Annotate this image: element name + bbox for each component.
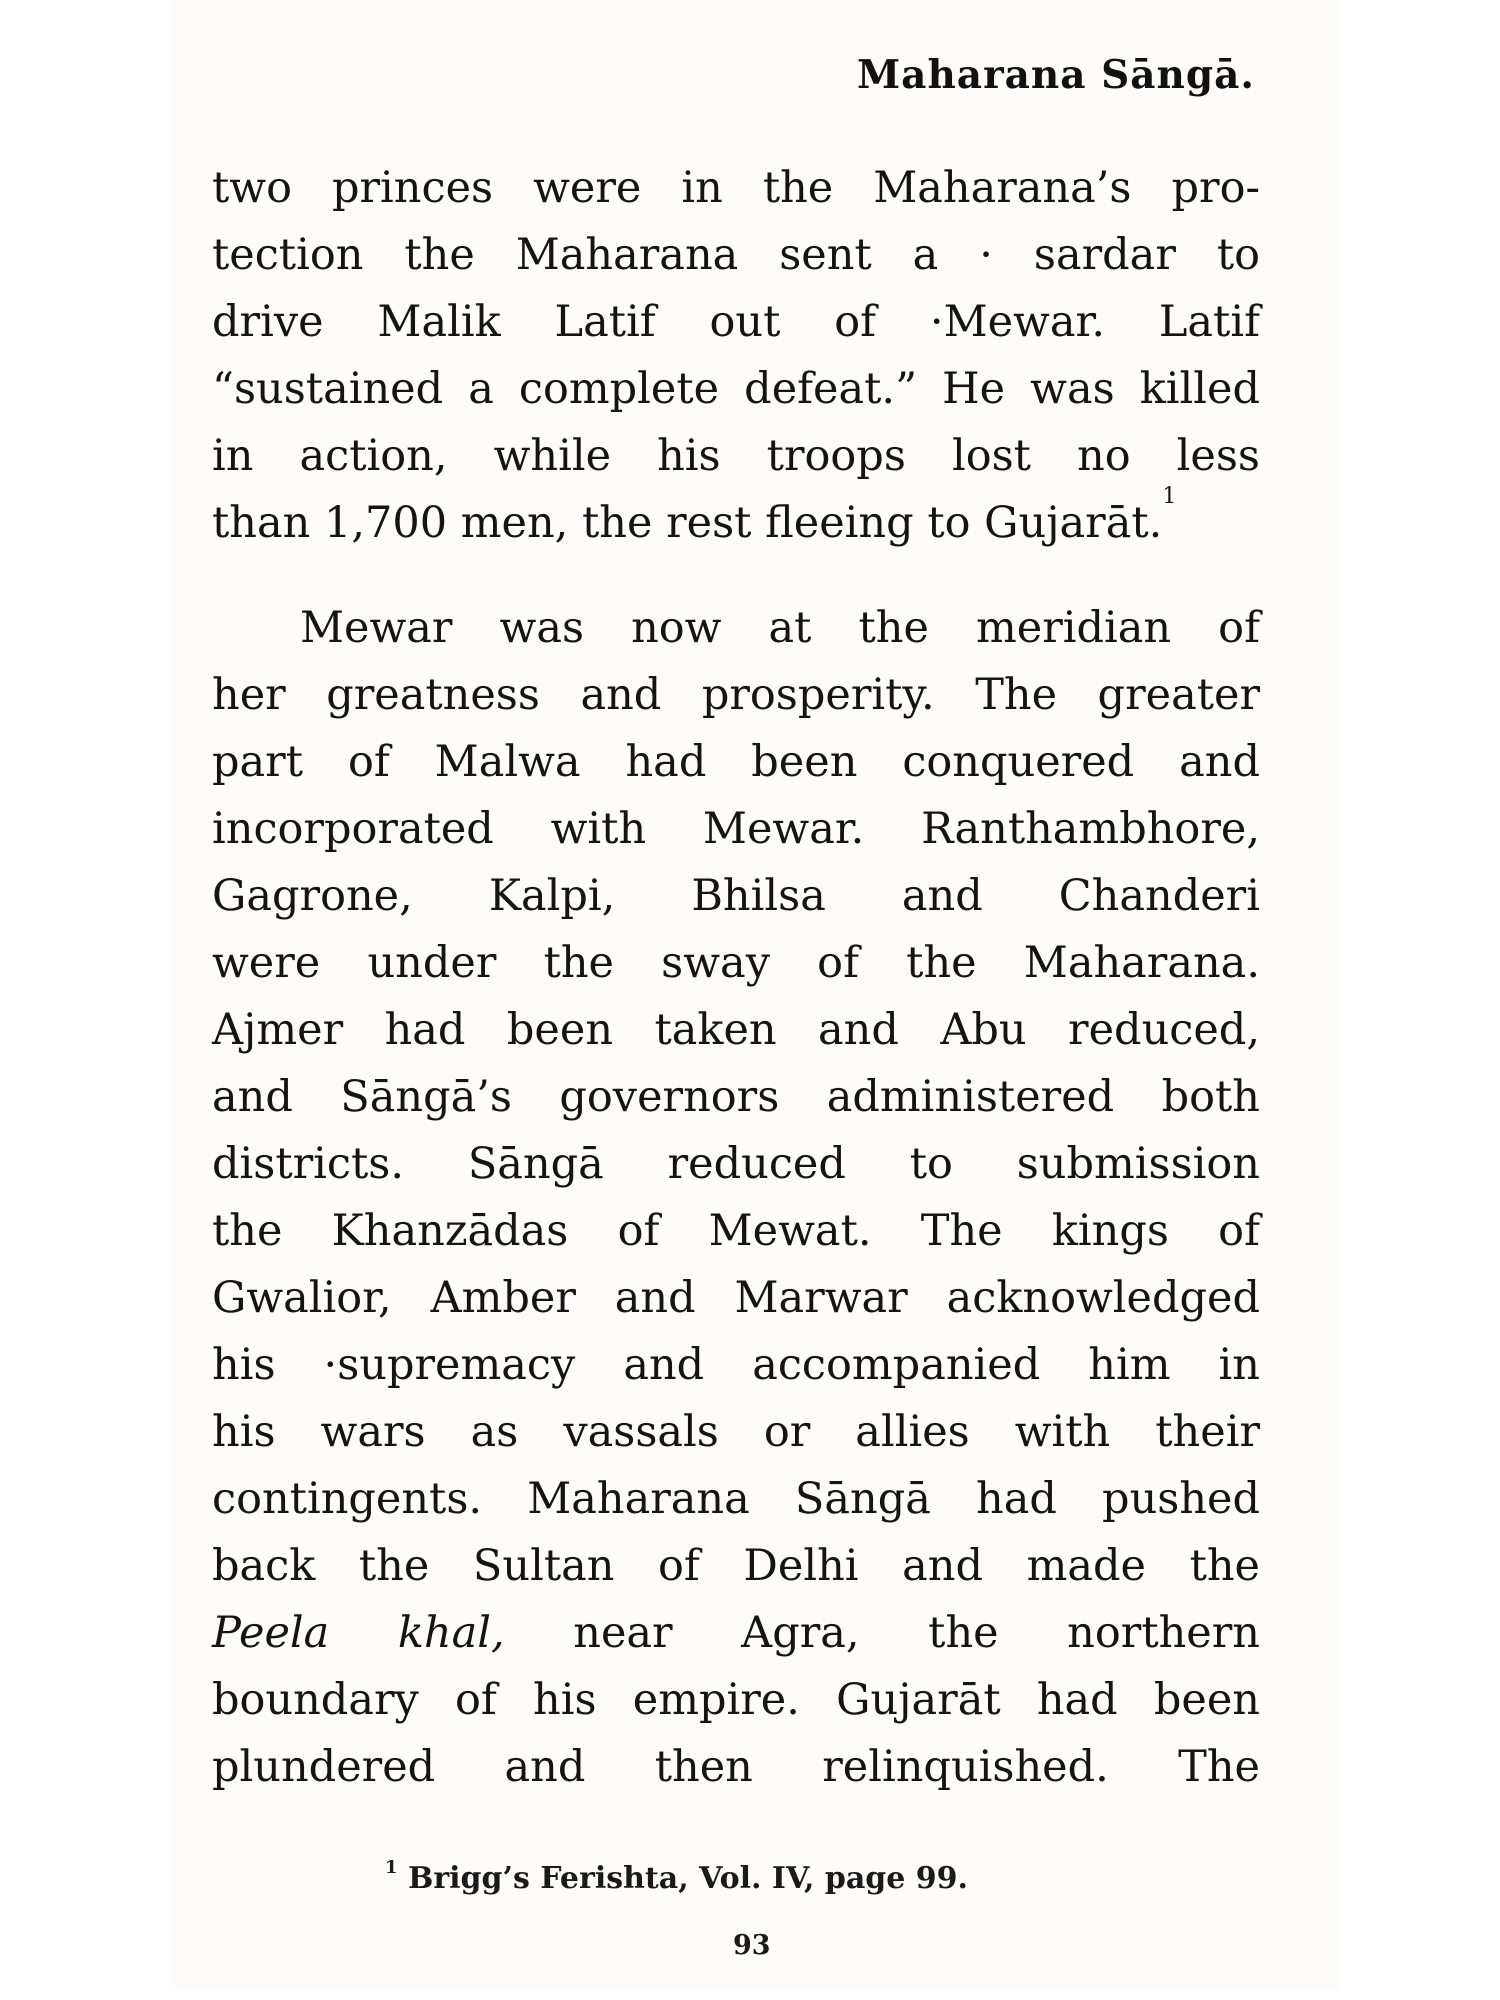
footnote bbox=[385, 1857, 968, 1896]
text-line: boundary of his empire. Gujarāt had been bbox=[212, 1675, 1260, 1725]
text-line-italic bbox=[212, 1600, 1260, 1667]
footnote-marker: 1 bbox=[385, 1857, 398, 1878]
text-line: his wars as vassals or allies with their bbox=[212, 1407, 1260, 1457]
paragraph-1 bbox=[212, 155, 1260, 557]
text-line: were under the sway of the Maharana. bbox=[212, 938, 1260, 988]
paragraph-2 bbox=[212, 595, 1260, 1801]
text-line: Gwalior, Amber and Marwar acknowledged bbox=[212, 1273, 1260, 1323]
text-line: drive Malik Latif out of ·Mewar. Latif bbox=[212, 297, 1260, 347]
running-head: Maharana Sāngā. bbox=[857, 52, 1255, 98]
text-line: in action, while his troops lost no less bbox=[212, 431, 1260, 481]
text-line: contingents. Maharana Sāngā had pushed bbox=[212, 1474, 1260, 1524]
text-line: part of Malwa had been conquered and bbox=[212, 737, 1260, 787]
text-line: Mewar was now at the meridian of bbox=[300, 603, 1260, 653]
text-line: Gagrone, Kalpi, Bhilsa and Chanderi bbox=[212, 871, 1260, 921]
text-line: the Khanzādas of Mewat. The kings of bbox=[212, 1206, 1260, 1256]
text-line: back the Sultan of Delhi and made the bbox=[212, 1541, 1260, 1591]
text-line: two princes were in the Maharana’s pro- bbox=[212, 163, 1260, 213]
text-line: his ·supremacy and accompanied him in bbox=[212, 1340, 1260, 1390]
text-line: her greatness and prosperity. The greater bbox=[212, 670, 1260, 720]
text-line-with-note bbox=[212, 484, 1260, 557]
text-line: than 1,700 men, the rest fleeing to Gujarāt. bbox=[212, 498, 1163, 548]
text-line: and Sāngā’s governors administered both bbox=[212, 1072, 1260, 1122]
text-line: districts. Sāngā reduced to submission bbox=[212, 1139, 1260, 1189]
text-line-rest: near Agra, the northern bbox=[504, 1608, 1260, 1658]
text-line: Ajmer had been taken and Abu reduced, bbox=[212, 1005, 1260, 1055]
page-number: 93 bbox=[733, 1930, 771, 1961]
footnote-text: Brigg’s Ferishta, Vol. IV, page 99. bbox=[407, 1861, 968, 1896]
text-line: tection the Maharana sent a · sardar to bbox=[212, 230, 1260, 280]
text-line: “sustained a complete defeat.” He was killed bbox=[212, 364, 1260, 414]
text-line: incorporated with Mewar. Ranthambhore, bbox=[212, 804, 1260, 854]
text-line: plundered and then relinquished. The bbox=[212, 1742, 1260, 1792]
italic-phrase: Peela khal, bbox=[212, 1608, 505, 1658]
footnote-reference: 1 bbox=[1162, 484, 1177, 509]
